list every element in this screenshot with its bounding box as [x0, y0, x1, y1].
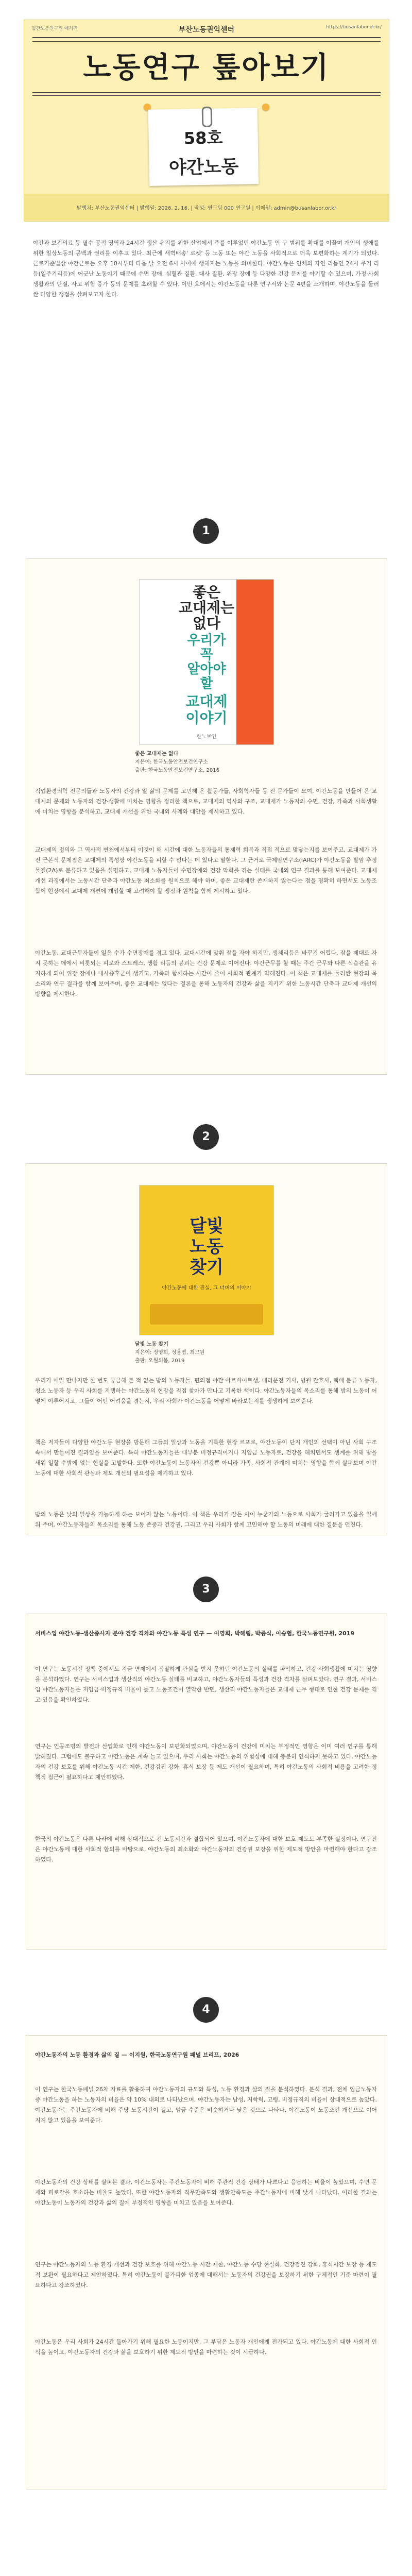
publication-info-bar	[24, 194, 389, 221]
book-cover-2	[139, 1185, 274, 1335]
section-paragraph: 책은 저자들이 다양한 야간노동 현장을 방문해 그들의 일상과 노동을 기록한 현장 르포로, 야간노동이 단지 개인의 선택이 아닌 사회 구조 속에서 만들어진 결과임을 보여준다. 특히 야간노동자들은 대부분 비정규직이거나 저임금 노동자로, 건강을 해치면서도 생계를 위해 밤을 새워 일할 수밖에 없는 현실을 고발한다. 또한 야간노동이 노동자의 건강뿐 아니라 가족, 사회적 관계에 미치는 영향을 함께 살펴보며 야간노동에 대한 사회적 관심과 제도 개선의 필요성을 제기하고 있다.	[35, 1439, 377, 1477]
masthead-tag: 월간노동연구원 매거진	[31, 26, 78, 31]
double-rule	[32, 37, 381, 42]
publication-info: 발행처: 부산노동권익센터 | 발행일: 2026. 2. 16. | 작성: 연구팀 000 연구원 | 이메일: admin@busanlabor.or.kr	[76, 206, 337, 211]
cover-line: 없다	[192, 615, 221, 632]
issue-topic: 야간노동	[168, 156, 239, 179]
cover-illustration	[150, 1304, 263, 1325]
book-cover-1	[139, 579, 274, 745]
book-caption-1	[135, 750, 279, 775]
org-name: 부산노동권익센터	[178, 26, 235, 34]
intro-paragraph: 야간과 보건의료 등 필수 공적 영역과 24시간 생산 유지를 위한 산업에서 주를 이루었던 야간노동 인 구 범위를 확대를 이끌며 개인의 생애를 위한 일상노동의 공백과 권리를 이후고 있다. 최근에 새벽배송' 로켓' 등 노동 또는 야간 노동을 사회적으로 더욱 보편화하는 계기가 되었다. 근로기준법상 야간근로는 오후 10시부터 다음 날 오전 6시 사이에 행해지는 노동을 의미한다. 야간노동은 인체의 자연 리듬인 24시 주기 리듬(일주기리듬)에 어긋난 노동이기 때문에 수면 장애, 심혈관 질환, 대사 질환, 위장 장애 등 다양한 건강 문제를 야기할 수 있으며, 가정·사회생활과의 단절, 사고 위험 증가 등의 문제를 초래할 수 있다. 이번 호에서는 야간노동을 다룬 연구서와 논문 4편을 소개하며, 야간노동을 둘러싼 다양한 쟁점을 살펴보고자 한다.	[33, 240, 379, 298]
cover-line: 찾기	[190, 1257, 224, 1278]
cover-line: 교대제	[185, 693, 228, 710]
pushpin-icon	[262, 104, 269, 111]
paper-reference: 야간노동자의 노동 환경과 삶의 질 — 이지원, 한국노동연구원 패널 브리프, 2026	[35, 2052, 239, 2058]
book-title: 좋은 교대제는 없다	[135, 751, 179, 757]
issue-note	[145, 104, 268, 189]
cover-line: 노동	[190, 1236, 224, 1257]
section-paragraph: 야간노동자의 건강 상태를 살펴본 결과, 야간노동자는 주간노동자에 비해 주관적 건강 상태가 나쁘다고 응답하는 비율이 높았으며, 수면 문제와 피로감을 호소하는 비율도 높았다. 또한 야간노동자의 직무만족도와 생활만족도는 주간노동자에 비해 낮게 나타났다. 이러한 결과는 야간노동이 노동자의 건강과 삶의 질에 부정적인 영향을 미치고 있음을 보여준다.	[35, 2179, 377, 2206]
website-link[interactable]: https://busanlabor.or.kr/	[326, 25, 382, 30]
issue-paper	[148, 108, 259, 186]
paper-reference: 서비스업 야간노동-생산종사자 분야 건강 격차와 야간노동 특성 연구 — 이영희, 박혜림, 박종식, 이승협, 한국노동연구원, 2019	[35, 1630, 355, 1637]
issue-number: 58호	[183, 128, 223, 148]
section-paragraph: 연구는 야간노동자의 노동 환경 개선과 건강 보호를 위해 야간노동 시간 제한, 야간노동 수당 현실화, 건강검진 강화, 휴식시간 보장 등 제도적 보완이 필요하다고 제안하였다. 특히 야간노동이 불가피한 업종에 대해서는 노동자의 건강권을 보장하기 위한 구체적인 기준 마련이 필요하다고 강조하였다.	[35, 2261, 377, 2289]
double-rule	[32, 92, 381, 96]
cover-line: 이야기	[185, 709, 228, 726]
section-paragraph: 이 연구는 한국노동패널 26차 자료를 활용하여 야간노동자의 규모와 특성, 노동 환경과 삶의 질을 분석하였다. 분석 결과, 전체 임금노동자 중 야간노동을 하는 노동자의 비율은 약 10% 내외로 나타났으며, 야간노동자는 남성, 저학력, 고령, 비정규직의 비율이 상대적으로 높았다. 야간노동자는 주간노동자에 비해 주당 노동시간이 길고, 임금 수준은 비슷하거나 낮은 것으로 나타나, 야간노동이 노동조건 개선으로 이어지지 않고 있음을 보여준다.	[35, 2086, 377, 2124]
book-publisher: 출판: 오월의봄, 2019	[135, 1358, 185, 1364]
cover-line: 좋은	[192, 584, 221, 601]
section-paragraph: 연구는 인공조명의 발전과 산업화로 인해 야간노동이 보편화되었으며, 야간노동이 건강에 미치는 부정적인 영향은 이미 여러 연구를 통해 밝혀졌다. 그럼에도 불구하고 야간노동은 계속 늘고 있으며, 우리 사회는 야간노동의 위험성에 대해 충분히 인식하지 못하고 있다. 야간노동자의 건강 보호를 위해 야간노동 시간 제한, 건강검진 강화, 휴식 보장 등 제도 개선이 필요하며, 특히 야간노동의 사회적 비용을 고려한 정책적 접근이 필요하다고 제안하였다.	[35, 1743, 377, 1781]
section-paragraph: 야간노동, 교대근무자들이 일은 수가 수면장애를 겪고 있다. 교대시간에 맞춰 잠을 자야 하지만, 생체리듬은 바꾸기 어렵다. 잠을 제대로 자지 못하는 데에서 비롯되는 피로와 스트레스, 생활 리듬의 붕괴는 건강 문제로 이어진다. 야간근무를 할 때는 주간 근무와 다른 식습관을 유지하게 되어 위장 장애나 대사증후군이 생기고, 가족과 함께하는 시간이 줄어 사회적 관계가 약해진다. 이 책은 교대제를 둘러싼 현장의 목소리와 연구 결과를 함께 보여주며, 좋은 교대제는 없다는 결론을 통해 노동자의 건강과 삶을 지키기 위한 노동시간 단축과 교대제 개선의 방향을 제시한다.	[35, 950, 377, 997]
cover-line: 달빛	[190, 1216, 224, 1236]
newsletter-title: 노동연구 톺아보기	[83, 51, 330, 84]
book-publisher: 출판: 한국노동안전보건연구소, 2016	[135, 768, 219, 773]
cover-line: 꼭	[200, 647, 213, 663]
section-paragraph: 우리가 매일 만나지만 한 번도 궁금해 본 적 없는 밤의 노동자들. 편의점 야간 아르바이트생, 대리운전 기사, 병원 간호사, 택배 분류 노동자, 청소 노동자 등 우리 사회를 지탱하는 야간노동의 현장을 직접 찾아가 만나고 기록한 책이다. 야간노동자들의 목소리를 통해 밤의 노동이 어떻게 이루어지고, 그들이 어떤 어려움을 겪는지, 우리 사회가 야간노동을 어떻게 바라보는지를 생생하게 보여준다.	[35, 1377, 377, 1404]
section-paragraph: 밤의 노동은 낮의 일상을 가능하게 하는 보이지 않는 노동이다. 이 책은 우리가 잠든 사이 누군가의 노동으로 사회가 굴러가고 있음을 일깨워 주며, 야간노동자들의 목소리를 통해 노동 존중과 건강권, 그리고 우리 사회가 함께 고민해야 할 노동의 미래에 대한 질문을 던진다.	[35, 1511, 377, 1528]
section-number-badge: 4	[193, 1997, 219, 2023]
section-paragraph: 한국의 야간노동은 다른 나라에 비해 상대적으로 긴 노동시간과 결합되어 있으며, 야간노동자에 대한 보호 제도도 부족한 실정이다. 연구진은 야간노동에 대한 사회적 합의를 바탕으로, 야간노동의 최소화와 야간노동자의 건강권 보장을 위한 제도적 방안을 마련해야 한다고 강조하였다.	[35, 1836, 377, 1863]
section-number-badge: 2	[193, 1124, 219, 1150]
cover-line: 할	[200, 676, 213, 691]
cover-tagline: 야간노동에 대한 진실, 그 너머의 이야기	[162, 1285, 251, 1291]
section-paragraph: 이 연구는 노동시간 정책 중에서도 지금 면제에서 적절하게 관심을 받지 못하던 야간노동의 실태를 파악하고, 건강·사회생활에 미치는 영향을 분석하였다. 연구는 서비스업과 생산직의 야간노동 실태를 비교하고, 야간노동자들의 특성과 건강 격차를 살펴보았다. 연구 결과, 서비스업 야간노동자들은 저임금·비정규직 비율이 높고 노동조건이 열악한 반면, 생산직 야간노동자들은 교대제 근무 형태로 인한 건강 문제를 겪고 있음을 확인하였다.	[35, 1666, 377, 1703]
publisher-mark: 한노보연	[196, 734, 217, 740]
masthead-topbar	[24, 20, 389, 37]
masthead	[24, 20, 389, 222]
book-caption-2	[135, 1341, 279, 1365]
section-paragraph: 직업환경의학 전문의들과 노동자의 건강과 일 삶의 문제를 고민해 온 활동가들, 사회학자들 등 전 문가들이 모여, 야간노동을 만들어 온 교대제의 문제와 노동자의 건강·생활에 미치는 영향을 정리한 책으로, 교대제의 역사와 구조, 교대제가 노동자의 수면, 건강, 가족과 사회생활에 미치는 영향을 분석하고, 교대제 개선을 위한 국내외 사례와 대안을 제시하고 있다.	[35, 788, 377, 815]
section-paragraph: 교대제의 정의와 그 역사적 변천에서부터 이것이 왜 시간에 대한 노동자들의 통제력 회복과 직접 적으로 맞닿는지를 보여주고, 교대제가 가진 근본적 문제점은 교대제의 특성상 야간노동을 피할 수 없다는 데 있다고 말한다. 그 근거로 국제암연구소(IARC)가 야간노동을 발암 추정물질(2A)로 분류하고 있음을 설명하고, 교대제 노동자들이 수면장애와 건강 악화를 겪는 실태를 국내외 연구 결과를 통해 보여준다. 교대제 개선 과정에서는 노동시간 단축과 야간노동 최소화를 원칙으로 해야 하며, 좋은 교대제란 존재하지 않는다는 점을 명확히 하면서도 노동조합이 현장에서 교대제 개편에 개입할 때 고려해야 할 쟁점과 원칙을 함께 제시하고 있다.	[35, 846, 377, 894]
section-number-badge: 1	[193, 518, 219, 544]
book-title: 달빛 노동 찾기	[135, 1342, 168, 1347]
cover-line: 교대제는	[178, 599, 235, 616]
section-number-badge: 3	[193, 1577, 219, 1602]
cover-line: 우리가	[187, 633, 226, 648]
cover-line: 알아야	[187, 662, 226, 677]
book-author: 지은이: 한국노동안전보건연구소	[135, 759, 208, 765]
paperclip-icon	[202, 107, 213, 127]
section-paragraph: 야간노동은 우리 사회가 24시간 돌아가기 위해 필요한 노동이지만, 그 부담은 노동자 개인에게 전가되고 있다. 야간노동에 대한 사회적 인식을 높이고, 야간노동자의 건강과 삶을 보호하기 위한 제도적 방안을 마련하는 것이 시급하다.	[35, 2338, 377, 2355]
book-author: 지은이: 정영희, 정용엽, 최고원	[135, 1350, 205, 1355]
